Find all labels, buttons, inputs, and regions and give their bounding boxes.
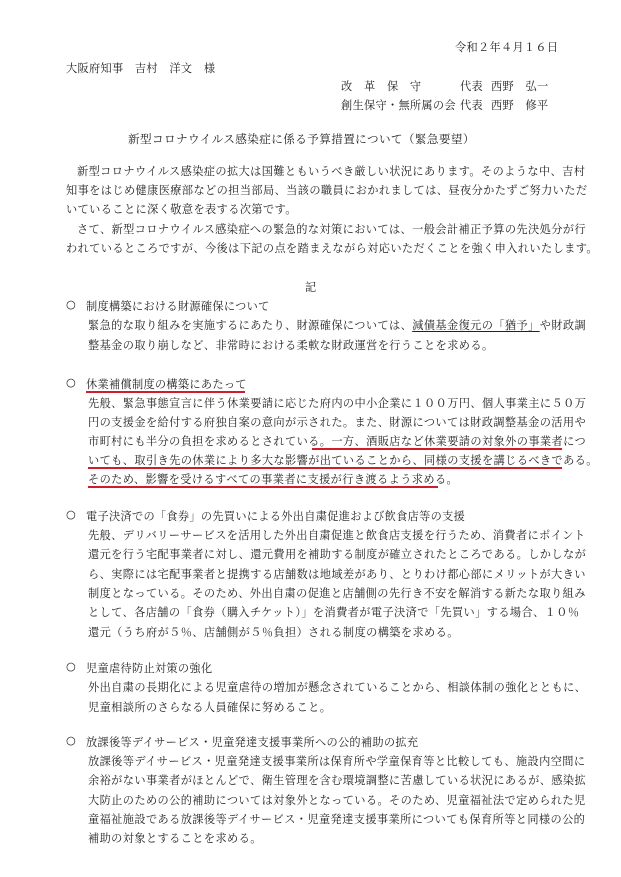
bullet-icon: ○: [66, 734, 77, 747]
intro-p1-line-1: 新型コロナウイルス感染症の拡大は国難ともいうべき厳しい状況にあります。そのような中、吉村: [77, 165, 586, 178]
section-3-line-6: 還元（うち府が５％、店舗側が５％負担）される制度の構築を求める。: [88, 626, 459, 639]
red-underline-heading: [86, 391, 245, 393]
section-2-line-5: そのため、影響を受けるすべての事業者に支援が行き渡るよう求める。: [88, 473, 459, 486]
section-4-line-1: 外出自粛の長期化による児童虐待の増加が懸念されていることから、相談体制の強化とともに、: [88, 681, 587, 694]
section-5-line-3: 大防止のための公的補助については対象外となっている。そのため、児童福祉法で定められた児: [88, 794, 586, 807]
intro-p2-line-2: われているところですが、今後は下記の点を踏まえながら対応いただくことを強く申入れいたします。: [66, 242, 599, 255]
red-underline-2: [88, 467, 562, 469]
section-heading-2: 休業補償制度の構築にあたって: [86, 378, 247, 391]
section-heading-4: 児童虐待防止対策の強化: [86, 662, 213, 675]
section-3-line-5: として、各店舗の「食券（購入チケット）」を消費者が電子決済で「先買い」する場合、１０％: [88, 606, 580, 619]
section-3-line-3: ら、実際には宅配事業者と提携する店舗数は地域差があり、とりわけ都心部にメリットが大きい: [88, 568, 586, 581]
red-underline-1: [312, 448, 562, 450]
bullet-icon: ○: [66, 376, 77, 389]
sender-rep-label-1: 代表: [460, 80, 483, 93]
document-title: 新型コロナウイルス感染症に係る予算措置について（緊急要望）: [128, 132, 475, 146]
section-heading-1: 制度構築における財源確保について: [86, 300, 270, 313]
section-5-line-5: 補助の対象とすることを求める。: [88, 832, 262, 845]
red-underline-3: [88, 486, 438, 488]
sender-group-1: 改 革 保 守: [341, 80, 422, 93]
section-3-line-2: 還元を行う宅配事業者に対し、還元費用を補助する制度が確立されたところである。しかしなが: [88, 548, 587, 561]
sender-group-2: 創生保守・無所属の会: [341, 99, 456, 112]
section-heading-3: 電子決済での「食券」の先買いによる外出自粛促進および飲食店等の支援: [86, 510, 466, 523]
sender-name-2: 西野 修平: [491, 99, 549, 112]
sender-rep-label-2: 代表: [460, 99, 483, 112]
section-2-line-1: 先般、緊急事態宣言に伴う休業要請に応じた府内の中小企業に１００万円、個人事業主に５０万: [88, 397, 587, 410]
bullet-icon: ○: [66, 298, 77, 311]
section-2-line-3: 市町村にも半分の負担を求めるとされている。一方、酒販店など休業要請の対象外の事業者につ: [88, 435, 587, 448]
section-2-line-2: 円の支援金を給付する府独自案の意向が示された。また、財源については財政調整基金の活用や: [88, 416, 587, 429]
ki-label: 記: [305, 281, 317, 294]
section-3-line-1: 先般、デリバリーサービスを活用した外出自粛促進と飲食店支援を行うため、消費者にポイント: [88, 529, 586, 542]
bullet-icon: ○: [66, 660, 77, 673]
recipient: 大阪府知事 吉村 洋文 様: [66, 62, 216, 75]
document-date: 令和２年４月１６日: [455, 41, 559, 54]
bullet-icon: ○: [66, 508, 77, 521]
intro-p1-line-3: いていることに深く敬意を表する次第です。: [66, 203, 297, 216]
section-2-line-4: いても、取引き先の休業により多大な影響が出ていることから、同様の支援を講じるべきである。: [88, 454, 598, 467]
section-3-line-4: 制度となっている。そのため、外出自粛の促進と店舗側の先行き不安を解消する新たな取り組み: [88, 587, 586, 600]
section-5-line-1: 放課後等デイサービス・児童発達支援事業所は保育所や学童保育等と比較しても、施設内空間に: [88, 755, 586, 768]
section-heading-5: 放課後等デイサービス・児童発達支援事業所への公的補助の拡充: [86, 736, 419, 749]
section-4-line-2: 児童相談所のさらなる人員確保に努めること。: [88, 701, 332, 714]
sender-name-1: 西野 弘一: [491, 80, 549, 93]
section-5-line-2: 余裕がない事業者がほとんどで、衛生管理を含む環境調整に苦慮している状況にあるが、感染拡: [88, 774, 587, 787]
intro-p1-line-2: 知事をはじめ健康医療部などの担当部局、当該の職員におかれましては、昼夜分かたずご努力いただ: [66, 184, 588, 197]
section-5-line-4: 童福祉施設である放課後等デイサービス・児童発達支援事業所についても保育所等と同様の公的: [88, 813, 586, 826]
intro-p2-line-1: さて、新型コロナウイルス感染症への緊急的な対策においては、一般会計補正予算の先決処分が行: [77, 223, 586, 236]
section-1-line-1: 緊急的な取り組みを実施するにあたり、財源確保については、減債基金復元の「猶予」や財政調: [88, 319, 587, 332]
section-1-underlined-phrase: 減債基金復元の「猶予」: [412, 319, 540, 332]
section-1-line-2: 整基金の取り崩しなど、非常時における柔軟な財政運営を行うことを求める。: [88, 339, 494, 352]
